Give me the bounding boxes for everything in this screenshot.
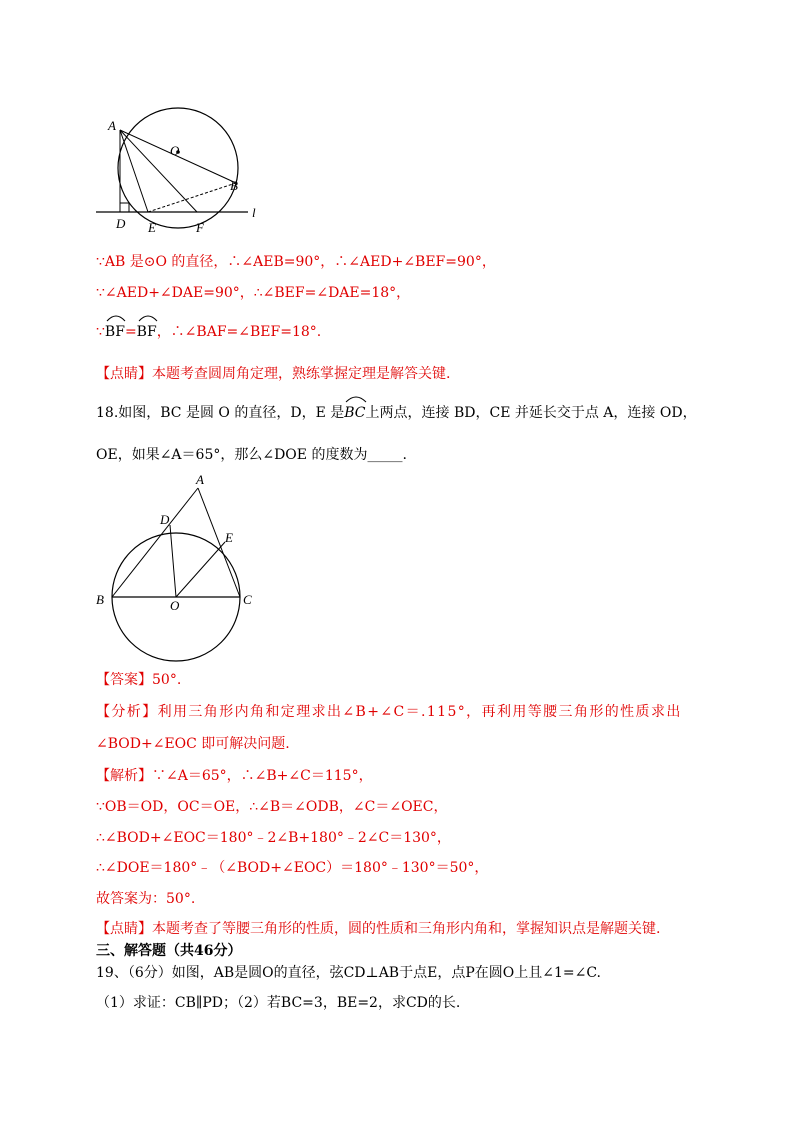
ans18-solution-line2: ∵OB＝OD，OC＝OE，∴∠B＝∠ODB，∠C＝∠OEC， [96, 799, 448, 815]
ans18-solution-line5: 故答案为：50°. [96, 891, 196, 907]
fig1-label-l: l [252, 205, 256, 220]
ans18-solution-line4: ∴∠DOE＝180°﹣（∠BOD+∠EOC）＝180°﹣130°＝50°， [96, 860, 489, 876]
arc-bf-1: BF [105, 322, 125, 342]
fig2-label-B: B [96, 592, 104, 607]
fig2-label-C: C [243, 592, 252, 607]
fig2-label-E: E [225, 530, 233, 545]
sol17-line2: ∵∠AED+∠DAE=90°，∴∠BEF=∠DAE=18°， [96, 285, 411, 301]
q19-line1: 19、（6分）如图，AB是圆O的直径，弦CD⊥AB于点E，点P在圆O上且∠1=∠C. [96, 965, 601, 981]
fig1-label-B: B [230, 178, 238, 193]
sol17-line3: ∵ BF= BF，∴∠BAF=∠BEF=18°. [96, 322, 321, 342]
figure-circle-triangle [90, 470, 270, 670]
fig2-label-A: A [196, 472, 204, 487]
ans18-solution-line3: ∴∠BOD+∠EOC＝180°﹣2∠B+180°﹣2∠C＝130°， [96, 830, 451, 846]
arc-bf-2: BF [137, 322, 157, 342]
q19-line2: （1）求证：CB∥PD；（2）若BC=3，BE=2，求CD的长. [96, 995, 461, 1011]
fig1-label-A: A [108, 118, 116, 133]
fig1-label-F: F [196, 220, 204, 235]
ans18-comment: 【点睛】本题考查了等腰三角形的性质，圆的性质和三角形内角和，掌握知识点是解题关键. [96, 921, 661, 937]
ans18-answer: 【答案】50°. [96, 672, 182, 688]
fig2-label-D: D [160, 512, 170, 527]
fig1-label-D: D [116, 216, 126, 231]
q18-line1: 18.如图，BC 是圆 O 的直径，D，E 是 BC上两点，连接 BD，CE 并延长交于点 A，连接 OD， [96, 403, 697, 423]
fig1-label-O: O [170, 143, 180, 158]
fig1-label-E: E [148, 220, 156, 235]
ans18-analysis-line2: ∠BOD+∠EOC 即可解决问题. [96, 736, 290, 752]
ans18-analysis-line1: 【分析】利用三角形内角和定理求出∠B+∠C＝.115°，再利用等腰三角形的性质求出 [96, 704, 682, 720]
q18-line2: OE，如果∠A＝65°，那么∠DOE 的度数为_____. [96, 447, 407, 463]
section-title: 三、解答题（共46分） [96, 943, 242, 959]
fig2-label-O: O [170, 598, 180, 613]
arc-bc: BC [344, 403, 365, 423]
figure-circle-tangent [90, 100, 280, 240]
sol17-comment: 【点睛】本题考查圆周角定理，熟练掌握定理是解答关键. [96, 366, 451, 382]
ans18-solution-line1: 【解析】∵∠A＝65°，∴∠B+∠C＝115°， [96, 768, 373, 784]
sol17-line1: ∵AB 是⊙O 的直径，∴∠AEB=90°，∴∠AED+∠BEF=90°， [96, 254, 496, 270]
